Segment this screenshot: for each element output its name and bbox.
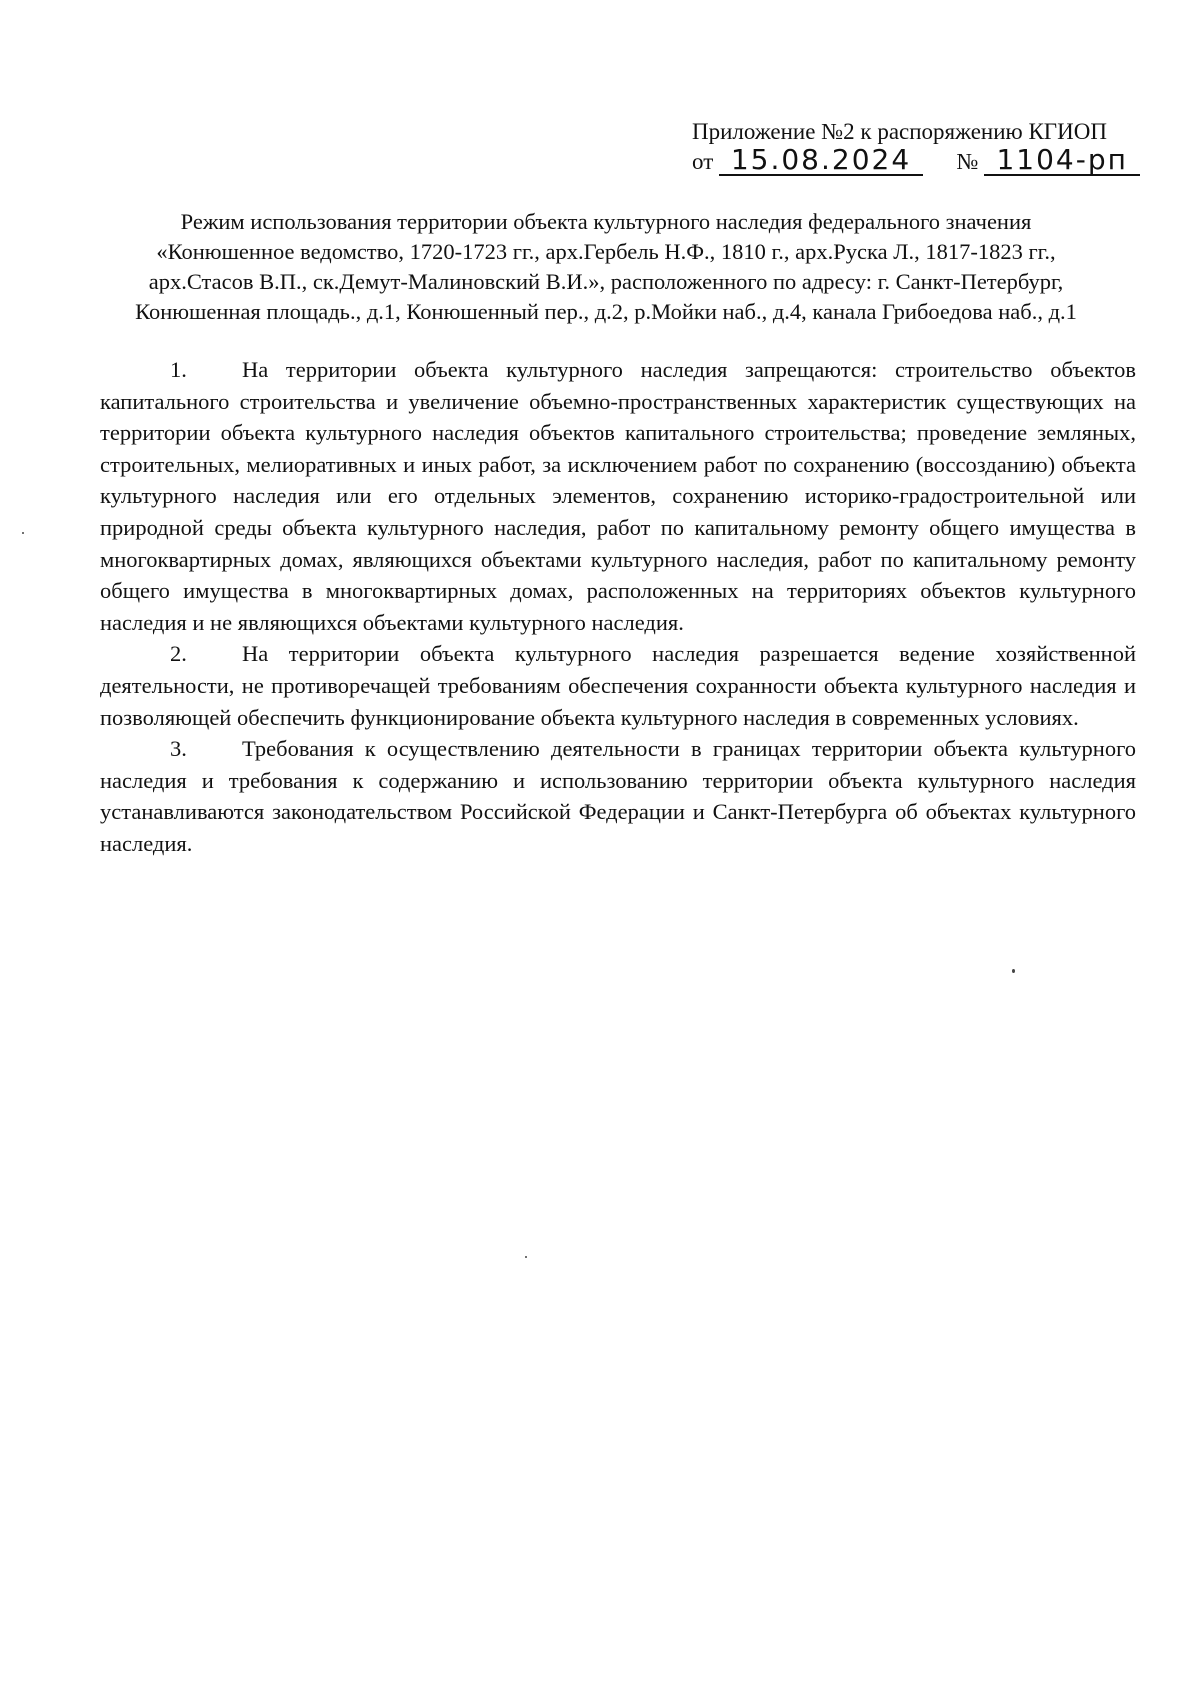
clause-number: 2.: [170, 641, 187, 667]
clause-2: [100, 638, 1136, 733]
scan-speck: [525, 1256, 527, 1258]
appendix-label: Приложение №2 к распоряжению КГИОП: [692, 119, 1107, 144]
clause-number: 1.: [170, 357, 187, 382]
appendix-date-number-line: [692, 143, 1162, 176]
clause-1: [100, 354, 1136, 638]
title-line: Режим использования территории объекта культурного наследия федерального значения: [180, 209, 1032, 234]
clause-3: [100, 733, 1136, 859]
handwritten-order-number: 1104-рп: [984, 146, 1140, 176]
handwritten-date: 15.08.2024: [719, 146, 923, 176]
document-body: [100, 354, 1136, 860]
clause-text: Требования к осуществлению деятельности в границах территории объекта культурного наследия и требования к содержанию и использованию территории объекта культурного наследия устанавливаются законодательством Российской Федерации и Санкт-Петербурга об объектах культурного наследия.: [100, 736, 1136, 856]
title-line: «Конюшенное ведомство, 1720-1723 гг., арх.Гербель Н.Ф., 1810 г., арх.Руска Л., 1817-1823 гг.,: [156, 239, 1056, 264]
clause-number: 3.: [170, 736, 187, 762]
title-line: Конюшенная площадь., д.1, Конюшенный пер., д.2, р.Мойки наб., д.4, канала Грибоедова наб., д.1: [135, 299, 1077, 324]
appendix-header: [692, 118, 1162, 176]
document-title: [100, 207, 1112, 327]
date-prefix: от: [692, 149, 714, 174]
title-line: арх.Стасов В.П., ск.Демут-Малиновский В.И.», расположенного по адресу: г. Санкт-Петербург,: [148, 269, 1064, 294]
clause-text: На территории объекта культурного наследия разрешается ведение хозяйственной деятельности, не противоречащей требованиям обеспечения сохранности объекта культурного наследия и позволяющей обеспечить функционирование объекта культурного наследия в современных условиях.: [100, 641, 1136, 730]
scan-speck: [1012, 969, 1015, 973]
number-prefix: №: [956, 149, 979, 174]
scan-speck: [22, 532, 24, 534]
clause-text: На территории объекта культурного наследия запрещаются: строительство объектов капитального строительства и увеличение объемно-пространственных характеристик существующих на территории объекта культурного наследия объектов капитального строительства; проведение земляных, строительных, мелиоративных и иных работ, за исключением работ по сохранению (воссозданию) объекта культурного наследия или его отдельных элементов, сохранению историко-градостроительной или природной среды объекта культурного наследия, работ по капитальному ремонту общего имущества в многоквартирных домах, являющихся объектами культурного наследия, работ по капитальному ремонту общего имущества в многоквартирных домах, расположенных на территориях объектов культурного наследия и не являющихся объектами культурного наследия.: [100, 357, 1136, 635]
